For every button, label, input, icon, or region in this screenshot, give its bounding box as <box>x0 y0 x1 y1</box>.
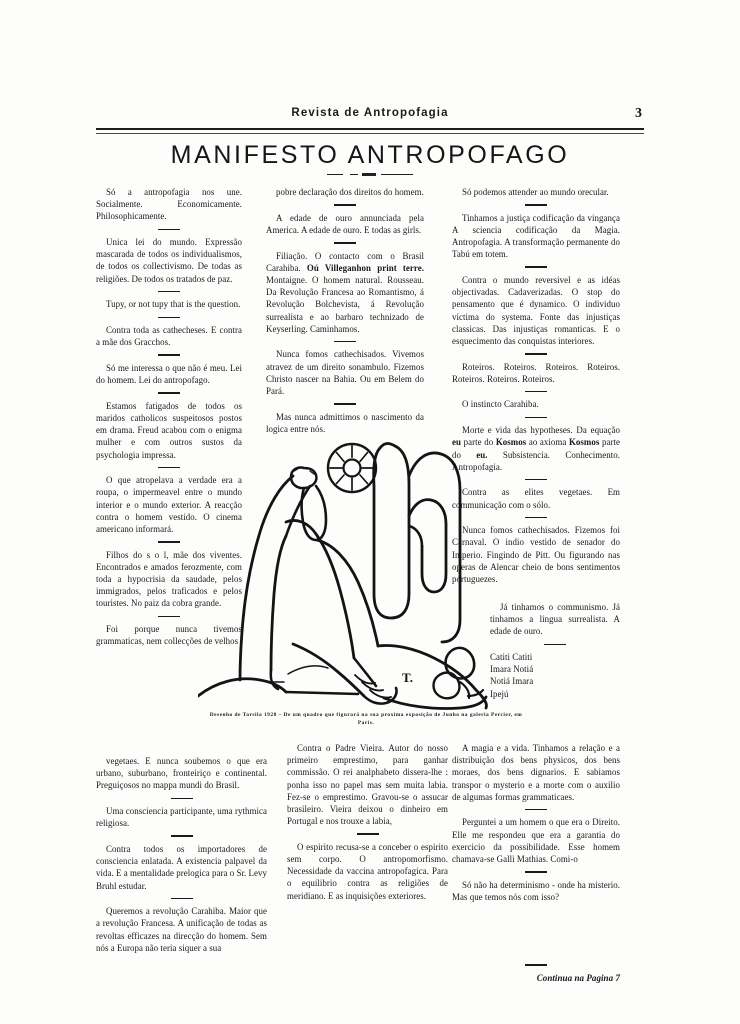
body-paragraph: Já tinhamos o communismo. Já tinhamos a lingua surrealista. A edade de ouro. <box>490 602 620 637</box>
body-paragraph: Só podemos attender ao mundo orecular. <box>462 187 609 197</box>
body-paragraph: Só não ha determinismo - onde ha misterio. Mas que temos nós com isso? <box>452 879 620 902</box>
paragraph-separator <box>158 616 180 618</box>
paragraph-separator <box>158 229 180 231</box>
body-paragraph: O que atropelava a verdade era a roupa, o impermeavel entre o mundo interior e o mundo exterior. A reacção contra o homem vestido. O cinema americano informará. <box>96 475 242 534</box>
paragraph-separator <box>158 291 180 293</box>
paragraph-separator <box>525 809 547 811</box>
caption-line-2: na galeria Percier, em Paris. <box>357 712 523 727</box>
masthead-rule-thin <box>96 133 644 134</box>
body-paragraph: Contra toda as cathecheses. E contra a mãe dos Gracchos. <box>96 325 242 348</box>
body-paragraph: Só me interessa o que não é meu. Lei do homem. Lei do antropofago. <box>96 362 242 386</box>
headline-ornament <box>327 172 413 178</box>
body-paragraph: O instincto Carahiba. <box>462 399 539 410</box>
paragraph-separator <box>158 354 180 356</box>
paragraph-separator <box>525 204 547 206</box>
column-middle-upper <box>266 186 424 435</box>
body-paragraph: Queremos a revolução Carahiba. Maior que a revolução Francesa. A unificação de todas as revoltas efficazes na direcção do homem. Sem nós a Europa não teria siquer a sua <box>96 906 267 953</box>
column-middle-lower <box>287 742 448 902</box>
body-paragraph: Nunca fomos cathechisados. Fizemos foi Carnaval. O indio vestido de senador do Imperio. Fingindo de Pitt. Ou figurando nas operas de Alencar cheio de bons sentimentos portuguezes. <box>452 525 620 584</box>
body-paragraph: Notiá Imara <box>490 676 534 687</box>
body-paragraph: Mas nunca admittimos o nascimento da logica entre nós. <box>266 411 424 434</box>
body-paragraph: Filiação. O contacto com o Brasil Carahiba. Oú Villeganhon print terre. Montaigne. O homem natural. Rousseau. Da Revolução Francesa ao Romantismo, á Revolução Bolchevista, á Revolução surrealista e ao barbaro technizado de Keyserling. Caminhamos. <box>266 250 424 334</box>
body-paragraph: Morte e vida das hypotheses. Da equação eu parte do Kosmos ao axioma Kosmos parte do eu. Subsistencia. Conhecimento. Antropofagia. <box>452 425 620 472</box>
body-paragraph: Estamos fatigados de todos os maridos catholicos suspeitosos postos em drama. Freud acabou com o enigma mulher e com outros sustos da psychologia impressa. <box>96 400 242 460</box>
paragraph-separator <box>334 204 356 206</box>
paragraph-separator <box>525 871 547 873</box>
body-paragraph: Nunca fomos cathechisados. Vivemos atravez de um direito sonambulo. Fizemos Christo nascer na Bahia. Ou em Belem do Pará. <box>266 349 424 396</box>
body-paragraph: Imara Notiá <box>490 664 534 675</box>
body-paragraph: Tinhamos a justiça codificação da vingança A sciencia codificação da Magia. Antropofagia. A transformação permanente do Tabú em totem. <box>452 212 620 260</box>
paragraph-separator <box>525 479 547 481</box>
paragraph-separator <box>158 541 180 543</box>
column-right-narrow <box>490 601 620 700</box>
masthead-rule-thick <box>96 128 644 130</box>
body-paragraph: Ipejú <box>490 688 509 699</box>
masthead-row <box>96 107 644 127</box>
paragraph-separator <box>544 644 566 646</box>
body-paragraph: Contra o mundo reversivel e as idéas objectivadas. Cadaverizadas. O stop do pensamento que é dynamico. O individuo victima do systema. Fonte das injustiças classicas. Das injustiças romanticas. E o esquecimento das conquistas interiores. <box>452 274 620 346</box>
paragraph-separator <box>171 898 193 900</box>
body-paragraph: pobre declaração dos direitos do homem. <box>276 187 424 197</box>
body-paragraph: Roteiros. Roteiros. Roteiros. Roteiros. Roteiros. Roteiros. Roteiros. <box>452 361 620 384</box>
body-paragraph: vegetaes. E nunca soubemos o que era urbano, suburbano, fronteiriço e continental. Preguiçosos no mappa mundi do Brasil. <box>96 756 267 791</box>
paragraph-separator <box>357 833 379 835</box>
artist-signature: T. <box>402 670 413 685</box>
paragraph-separator <box>158 392 180 394</box>
paragraph-separator <box>334 403 356 405</box>
continuation-note-wrap <box>452 958 620 984</box>
paragraph-separator <box>158 317 180 319</box>
body-paragraph: O espirito recusa-se a conceber o espirito sem corpo. O antropomorfismo. Necessidade da vaccina antropofagica. Para o equilibrio contra as religiões de meridiano. E as inquisições exteriores. <box>287 841 448 901</box>
paragraph-separator <box>334 341 356 343</box>
body-paragraph: Contra o Padre Vieira. Autor do nosso primeiro emprestimo, para ganhar commissão. O rei analphabeto dissera-lhe : ponha isso no papel mas sem muita labia. Fez-se o emprestimo. Gravou-se o assucar brasileiro. Vieira deixou o dinheiro em Portugal e nos trouxe a labia, <box>287 743 448 827</box>
body-paragraph: Perguntei a um homem o que era o Direito. Elle me respondeu que era a garantia do exercicio da possibilidade. Esse homem chamava-se Galli Mathias. Comi-o <box>452 817 620 864</box>
paragraph-separator <box>525 391 547 393</box>
illustration-caption <box>206 711 526 728</box>
continuation-note: Continua na Pagina 7 <box>536 972 620 983</box>
body-paragraph: A magia e a vida. Tinhamos a relação e a distribuição dos bens physicos, dos bens moraes, dos bens dignarios. E sabiamos transpor o mysterio e a morte com o auxilio de algumas formas grammaticaes. <box>452 743 620 802</box>
column-left-lower <box>96 755 267 954</box>
column-right-lower <box>452 742 620 903</box>
paragraph-separator <box>525 353 547 355</box>
body-paragraph: Uma consciencia participante, uma rythmica religiosa. <box>96 806 267 829</box>
paragraph-separator <box>171 798 193 800</box>
body-paragraph: Só a antropofagia nos une. Socialmente. Economicamente. Philosophicamente. <box>96 187 242 222</box>
body-paragraph: A edade de ouro annunciada pela America. A edade de ouro. E todas as girls. <box>266 212 424 235</box>
body-paragraph: Contra as elites vegetaes. Em communicação com o sólo. <box>452 487 620 510</box>
abaporu-drawing-svg <box>198 424 498 714</box>
journal-title: Revista de Antropofagia <box>291 107 449 119</box>
paragraph-separator <box>525 417 547 419</box>
paragraph-separator <box>158 467 180 469</box>
body-paragraph: Unica lei do mundo. Expressão mascarada de todos os individualismos, de todos os collectivismo. De todas as religiões. De todos os tratados de paz. <box>96 237 242 284</box>
body-paragraph: Contra todos os importadores de consciencia enlatada. A existencia palpavel da vida. E a mentalidade prelogica para o Sr. Levy Bruhl estudar. <box>96 843 267 891</box>
paragraph-separator <box>171 835 193 837</box>
paragraph-separator <box>525 266 547 268</box>
caption-line-1: Desenho de Tarsila 1928 – De um quadro que figurará na sua proxima exposição de Junho <box>209 712 460 718</box>
body-paragraph: Foi porque nunca tivemos grammaticas, nem collecções de velhos <box>96 624 242 647</box>
body-paragraph: Tupy, or not tupy that is the question. <box>106 299 241 310</box>
page-title: MANIFESTO ANTROPOFAGO <box>170 141 570 169</box>
body-paragraph: Filhos do s o l, mãe dos viventes. Encontrados e amados ferozmente, com toda a hypocrisia da saudade, pelos immigrados, pelos traficados e pelos touristes. No paiz da cobra grande. <box>96 549 242 609</box>
paragraph-separator <box>334 242 356 244</box>
masthead <box>96 107 644 127</box>
paragraph-separator <box>525 517 547 519</box>
body-paragraph: Catiti Catiti <box>490 652 533 663</box>
page-number: 3 <box>635 106 642 121</box>
illustration-abaporu <box>198 424 498 714</box>
